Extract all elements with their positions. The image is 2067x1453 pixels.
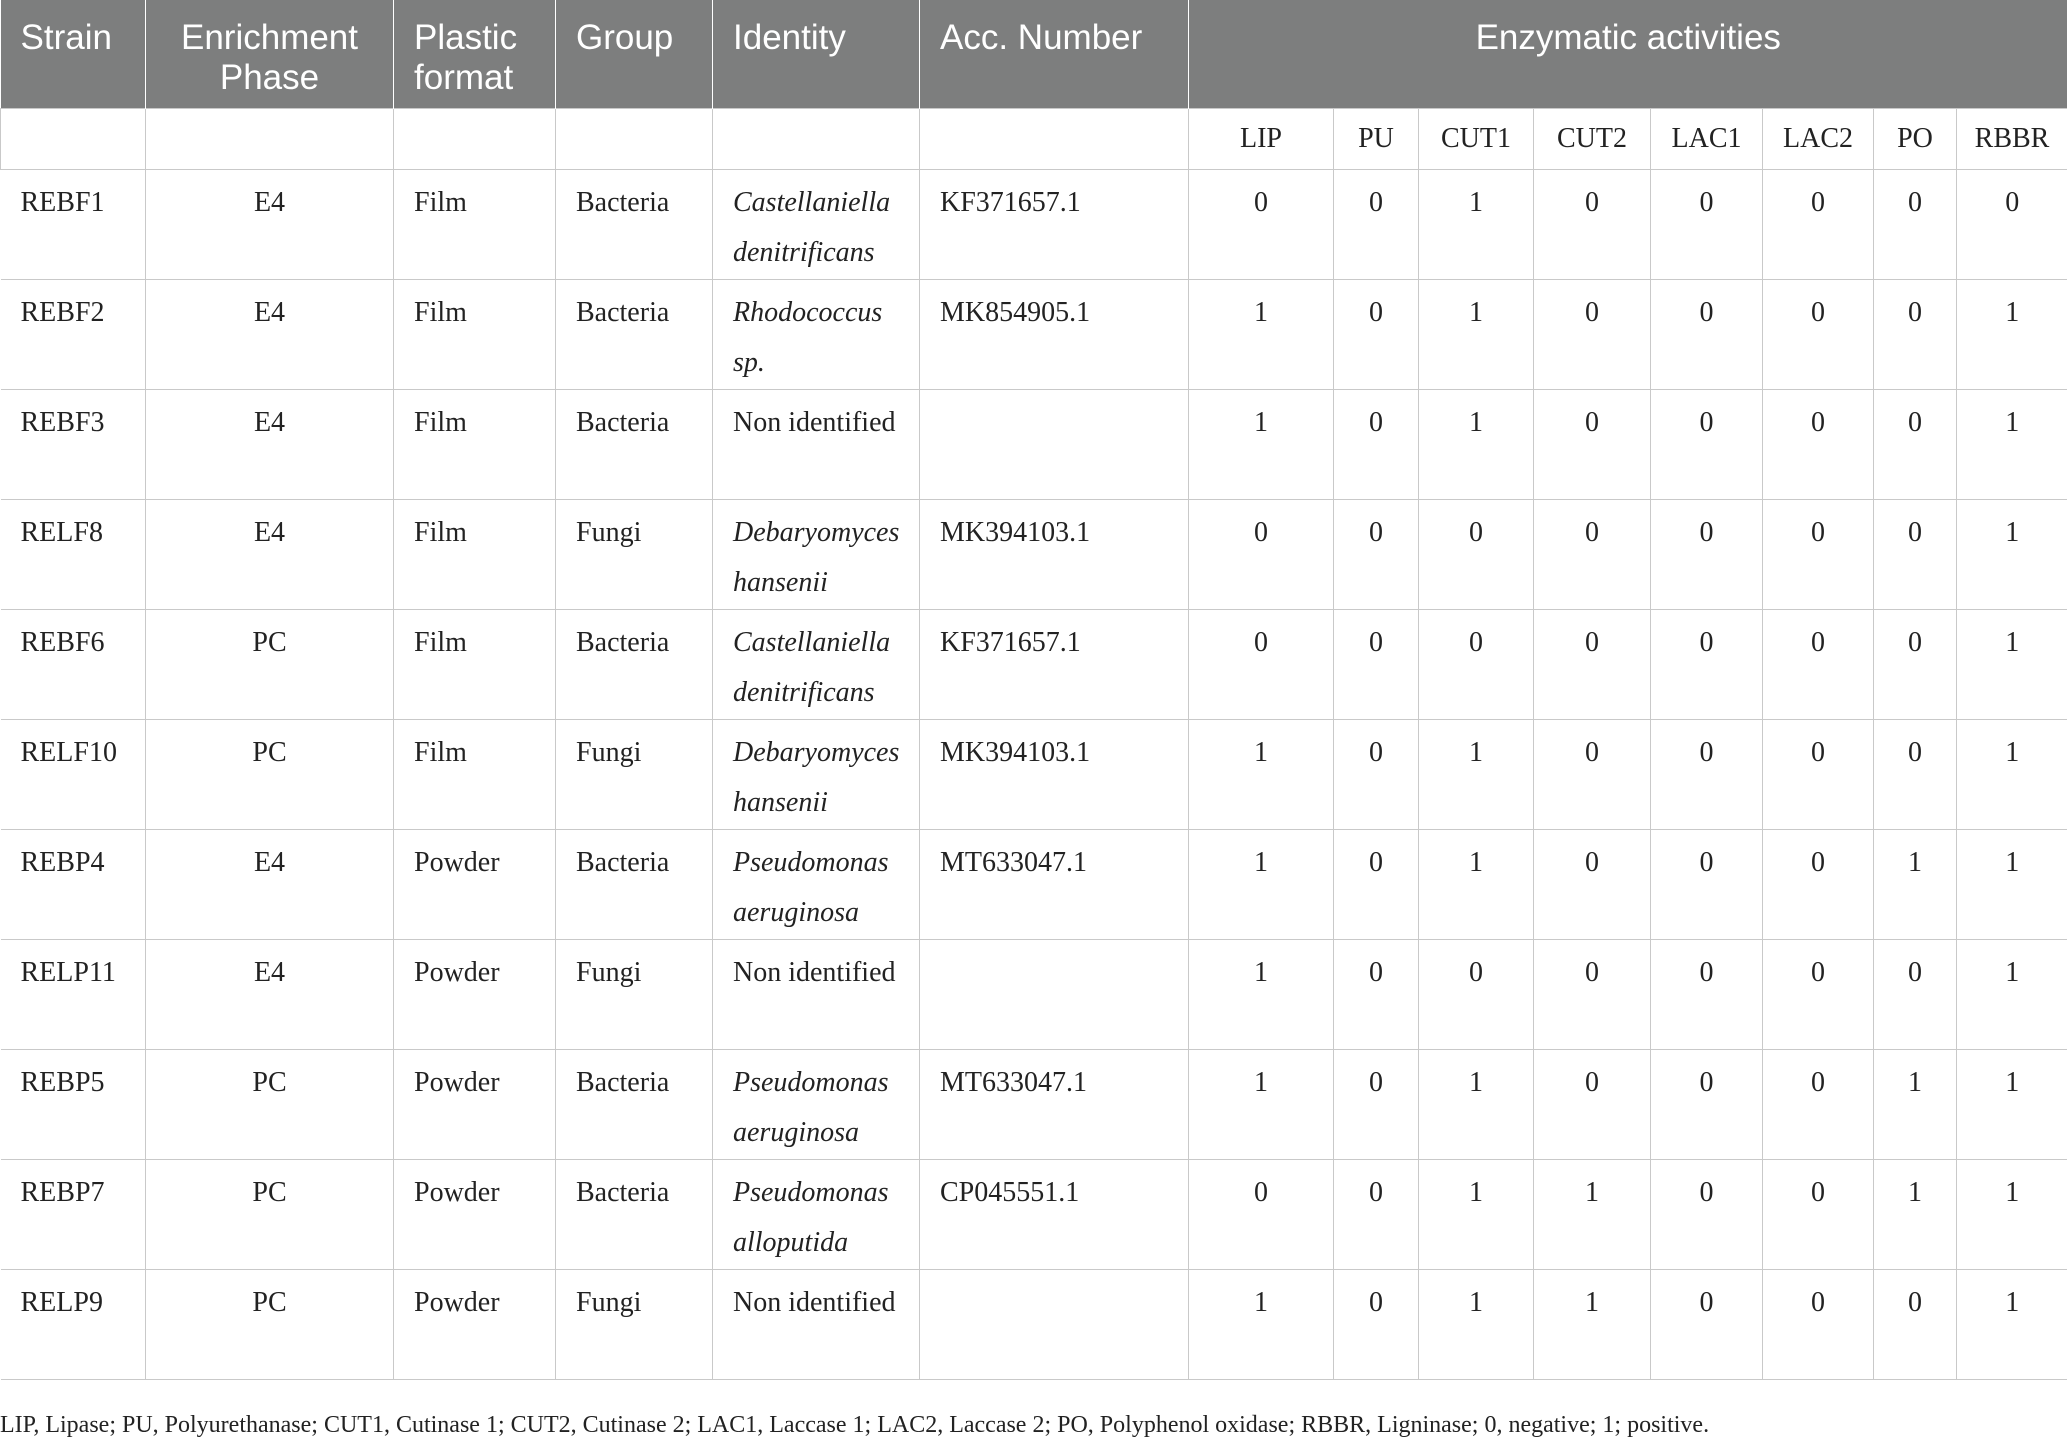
enzyme-header-lac1: LAC1	[1651, 109, 1763, 170]
enzyme-header-po: PO	[1874, 109, 1957, 170]
identity-cell: Non identified	[713, 390, 920, 500]
enzyme-value-cut1: 1	[1419, 720, 1534, 830]
plastic-format-cell: Powder	[394, 1160, 556, 1270]
enzyme-value-po: 0	[1874, 390, 1957, 500]
acc-number-cell: MT633047.1	[920, 1050, 1189, 1160]
acc-number-cell: MT633047.1	[920, 830, 1189, 940]
enzyme-value-lip: 1	[1189, 1270, 1334, 1380]
enzyme-value-po: 1	[1874, 1160, 1957, 1270]
subheader-empty	[146, 109, 394, 170]
enzyme-value-rbbr: 1	[1957, 940, 2067, 1050]
enzyme-value-cut2: 0	[1534, 720, 1651, 830]
enzyme-value-rbbr: 1	[1957, 1050, 2067, 1160]
enzyme-value-lac2: 0	[1763, 1270, 1874, 1380]
enrichment-phase-cell: E4	[146, 830, 394, 940]
group-cell: Bacteria	[556, 390, 713, 500]
acc-number-cell: KF371657.1	[920, 610, 1189, 720]
enzyme-value-lac2: 0	[1763, 610, 1874, 720]
table-row	[1, 500, 2067, 610]
enzyme-value-cut2: 0	[1534, 830, 1651, 940]
plastic-format-cell: Film	[394, 280, 556, 390]
group-cell: Fungi	[556, 940, 713, 1050]
enzyme-header-cut1: CUT1	[1419, 109, 1534, 170]
subheader-row	[1, 109, 2067, 170]
enzyme-value-rbbr: 1	[1957, 390, 2067, 500]
strain-cell: RELF8	[1, 500, 146, 610]
group-cell: Bacteria	[556, 610, 713, 720]
table-row	[1, 390, 2067, 500]
acc-number-cell	[920, 940, 1189, 1050]
plastic-format-cell: Film	[394, 500, 556, 610]
enzyme-value-cut2: 0	[1534, 500, 1651, 610]
enzyme-value-rbbr: 1	[1957, 500, 2067, 610]
table-row	[1, 830, 2067, 940]
header-enrichment-phase: Enrichment Phase	[146, 0, 394, 109]
plastic-format-cell: Film	[394, 170, 556, 280]
header-identity: Identity	[713, 0, 920, 109]
enrichment-phase-cell: PC	[146, 610, 394, 720]
header-strain: Strain	[1, 0, 146, 109]
enzyme-value-pu: 0	[1334, 940, 1419, 1050]
strain-cell: REBP7	[1, 1160, 146, 1270]
enzyme-value-lac1: 0	[1651, 610, 1763, 720]
enzyme-value-lac2: 0	[1763, 830, 1874, 940]
enzyme-value-po: 0	[1874, 940, 1957, 1050]
enzyme-header-lac2: LAC2	[1763, 109, 1874, 170]
header-enzymatic-activities: Enzymatic activities	[1189, 0, 2067, 109]
enzyme-value-pu: 0	[1334, 610, 1419, 720]
enzyme-value-lip: 0	[1189, 1160, 1334, 1270]
table-row	[1, 1270, 2067, 1380]
enzyme-value-po: 0	[1874, 720, 1957, 830]
enrichment-phase-cell: E4	[146, 390, 394, 500]
group-cell: Bacteria	[556, 170, 713, 280]
enrichment-phase-cell: E4	[146, 170, 394, 280]
enrichment-phase-cell: PC	[146, 1050, 394, 1160]
identity-cell: Rhodococcus sp.	[713, 280, 920, 390]
group-cell: Bacteria	[556, 280, 713, 390]
strain-cell: REBF1	[1, 170, 146, 280]
acc-number-cell	[920, 390, 1189, 500]
acc-number-cell: MK854905.1	[920, 280, 1189, 390]
enzyme-value-cut1: 1	[1419, 1050, 1534, 1160]
enzyme-value-rbbr: 1	[1957, 830, 2067, 940]
enzyme-header-pu: PU	[1334, 109, 1419, 170]
acc-number-cell: KF371657.1	[920, 170, 1189, 280]
enzyme-value-lip: 1	[1189, 830, 1334, 940]
subheader-empty	[1, 109, 146, 170]
enzyme-value-cut1: 1	[1419, 280, 1534, 390]
enzyme-value-lac1: 0	[1651, 830, 1763, 940]
enzyme-value-lac1: 0	[1651, 1050, 1763, 1160]
strain-cell: REBF3	[1, 390, 146, 500]
acc-number-cell: MK394103.1	[920, 720, 1189, 830]
enzyme-value-lac1: 0	[1651, 1160, 1763, 1270]
enzyme-value-cut2: 0	[1534, 610, 1651, 720]
enzyme-value-lac1: 0	[1651, 390, 1763, 500]
enzyme-value-lip: 0	[1189, 610, 1334, 720]
strain-cell: REBF6	[1, 610, 146, 720]
enzyme-header-cut2: CUT2	[1534, 109, 1651, 170]
enzyme-value-cut1: 1	[1419, 1270, 1534, 1380]
plastic-format-cell: Powder	[394, 1050, 556, 1160]
table-row	[1, 720, 2067, 830]
enzyme-value-pu: 0	[1334, 830, 1419, 940]
enzyme-value-rbbr: 1	[1957, 1160, 2067, 1270]
subheader-empty	[394, 109, 556, 170]
identity-cell: Non identified	[713, 1270, 920, 1380]
subheader-empty	[713, 109, 920, 170]
enzyme-header-lip: LIP	[1189, 109, 1334, 170]
plastic-format-cell: Powder	[394, 830, 556, 940]
enzyme-value-lip: 1	[1189, 1050, 1334, 1160]
enzyme-value-lip: 0	[1189, 500, 1334, 610]
group-cell: Bacteria	[556, 1050, 713, 1160]
enzyme-value-pu: 0	[1334, 500, 1419, 610]
enrichment-phase-cell: E4	[146, 940, 394, 1050]
enzyme-value-cut1: 1	[1419, 170, 1534, 280]
enzyme-value-cut1: 1	[1419, 830, 1534, 940]
enzyme-value-lac2: 0	[1763, 280, 1874, 390]
table-row	[1, 610, 2067, 720]
header-row	[1, 0, 2067, 109]
enzyme-value-lip: 1	[1189, 940, 1334, 1050]
enzyme-value-po: 0	[1874, 610, 1957, 720]
acc-number-cell	[920, 1270, 1189, 1380]
enzyme-value-pu: 0	[1334, 280, 1419, 390]
identity-cell: Debaryomyces hansenii	[713, 500, 920, 610]
enrichment-phase-cell: E4	[146, 500, 394, 610]
enzyme-value-rbbr: 0	[1957, 170, 2067, 280]
group-cell: Bacteria	[556, 1160, 713, 1270]
plastic-format-cell: Powder	[394, 1270, 556, 1380]
subheader-empty	[556, 109, 713, 170]
table-footnote: LIP, Lipase; PU, Polyurethanase; CUT1, Cutinase 1; CUT2, Cutinase 2; LAC1, Laccase 1; LAC2, Laccase 2; PO, Polyphenol oxidase; RBBR, Ligninase; 0, negative; 1; positive.	[0, 1412, 1710, 1438]
identity-cell: Pseudomonas alloputida	[713, 1160, 920, 1270]
enzyme-value-cut2: 1	[1534, 1160, 1651, 1270]
strain-cell: REBF2	[1, 280, 146, 390]
enzyme-value-po: 0	[1874, 500, 1957, 610]
strain-cell: REBP5	[1, 1050, 146, 1160]
enzyme-value-cut2: 0	[1534, 940, 1651, 1050]
enzyme-value-lip: 0	[1189, 170, 1334, 280]
enzyme-value-po: 0	[1874, 280, 1957, 390]
enzyme-value-lac1: 0	[1651, 500, 1763, 610]
enzyme-value-cut2: 0	[1534, 280, 1651, 390]
enzyme-value-pu: 0	[1334, 390, 1419, 500]
enzyme-value-lac2: 0	[1763, 390, 1874, 500]
table-row	[1, 170, 2067, 280]
enzyme-value-lac1: 0	[1651, 170, 1763, 280]
plastic-format-cell: Powder	[394, 940, 556, 1050]
group-cell: Fungi	[556, 500, 713, 610]
enzyme-value-rbbr: 1	[1957, 720, 2067, 830]
enrichment-phase-cell: PC	[146, 1270, 394, 1380]
enzyme-value-pu: 0	[1334, 1160, 1419, 1270]
enzyme-value-po: 1	[1874, 830, 1957, 940]
table-row	[1, 1050, 2067, 1160]
identity-cell: Pseudomonas aeruginosa	[713, 1050, 920, 1160]
table-row	[1, 280, 2067, 390]
enzyme-value-cut2: 0	[1534, 1050, 1651, 1160]
table-body	[1, 170, 2067, 1380]
enzyme-value-cut1: 1	[1419, 390, 1534, 500]
enzyme-value-cut2: 0	[1534, 170, 1651, 280]
enrichment-phase-cell: PC	[146, 720, 394, 830]
identity-cell: Castellaniella denitrificans	[713, 170, 920, 280]
header-group: Group	[556, 0, 713, 109]
plastic-format-cell: Film	[394, 390, 556, 500]
enzyme-value-cut1: 0	[1419, 500, 1534, 610]
enzyme-value-pu: 0	[1334, 1050, 1419, 1160]
identity-cell: Debaryomyces hansenii	[713, 720, 920, 830]
acc-number-cell: MK394103.1	[920, 500, 1189, 610]
enrichment-phase-cell: E4	[146, 280, 394, 390]
plastic-format-cell: Film	[394, 610, 556, 720]
header-plastic-format: Plastic format	[394, 0, 556, 109]
enzyme-value-cut2: 0	[1534, 390, 1651, 500]
enzyme-value-po: 0	[1874, 170, 1957, 280]
table-row	[1, 1160, 2067, 1270]
enzyme-value-cut2: 1	[1534, 1270, 1651, 1380]
enzyme-value-rbbr: 1	[1957, 1270, 2067, 1380]
group-cell: Fungi	[556, 1270, 713, 1380]
strain-cell: RELP11	[1, 940, 146, 1050]
identity-cell: Pseudomonas aeruginosa	[713, 830, 920, 940]
enzyme-value-lac2: 0	[1763, 500, 1874, 610]
enzyme-value-lac2: 0	[1763, 1050, 1874, 1160]
identity-cell: Castellaniella denitrificans	[713, 610, 920, 720]
enzyme-value-lip: 1	[1189, 720, 1334, 830]
enzyme-value-lip: 1	[1189, 390, 1334, 500]
enzyme-value-lac2: 0	[1763, 1160, 1874, 1270]
enzyme-value-pu: 0	[1334, 1270, 1419, 1380]
enzyme-value-lac1: 0	[1651, 720, 1763, 830]
enzyme-value-lac2: 0	[1763, 940, 1874, 1050]
enzyme-value-lac1: 0	[1651, 280, 1763, 390]
plastic-format-cell: Film	[394, 720, 556, 830]
strain-cell: RELP9	[1, 1270, 146, 1380]
group-cell: Bacteria	[556, 830, 713, 940]
strain-cell: REBP4	[1, 830, 146, 940]
enzyme-value-lac2: 0	[1763, 170, 1874, 280]
enzyme-value-po: 1	[1874, 1050, 1957, 1160]
enzyme-value-rbbr: 1	[1957, 610, 2067, 720]
subheader-empty	[920, 109, 1189, 170]
enzyme-value-cut1: 1	[1419, 1160, 1534, 1270]
enzyme-value-pu: 0	[1334, 170, 1419, 280]
enzyme-value-lac2: 0	[1763, 720, 1874, 830]
enzyme-value-po: 0	[1874, 1270, 1957, 1380]
enzyme-value-lac1: 0	[1651, 1270, 1763, 1380]
enzyme-value-cut1: 0	[1419, 610, 1534, 720]
enrichment-phase-cell: PC	[146, 1160, 394, 1270]
enzyme-header-rbbr: RBBR	[1957, 109, 2067, 170]
enzyme-value-lac1: 0	[1651, 940, 1763, 1050]
enzyme-value-lip: 1	[1189, 280, 1334, 390]
header-acc-number: Acc. Number	[920, 0, 1189, 109]
group-cell: Fungi	[556, 720, 713, 830]
enzyme-value-pu: 0	[1334, 720, 1419, 830]
acc-number-cell: CP045551.1	[920, 1160, 1189, 1270]
identity-cell: Non identified	[713, 940, 920, 1050]
enzyme-value-cut1: 0	[1419, 940, 1534, 1050]
strain-cell: RELF10	[1, 720, 146, 830]
table-row	[1, 940, 2067, 1050]
enzyme-value-rbbr: 1	[1957, 280, 2067, 390]
